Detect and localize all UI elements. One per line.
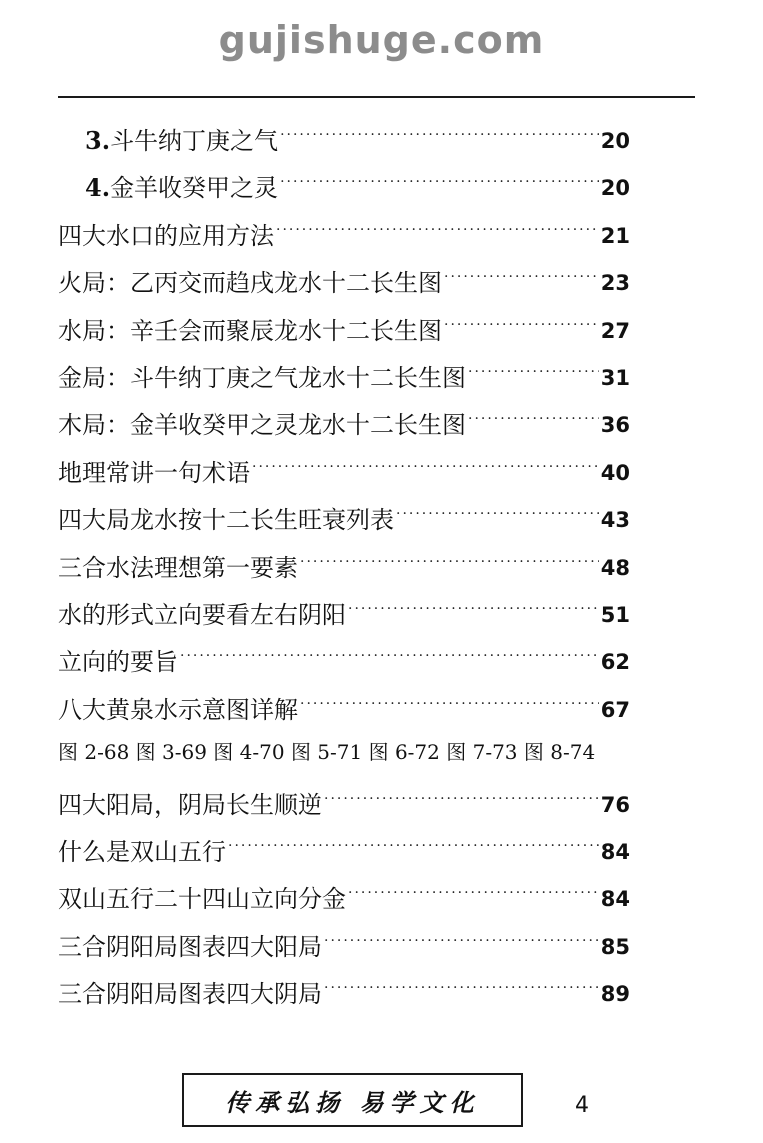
toc-leader-dots — [180, 641, 599, 671]
toc-entry-text: 四大阳局，阴局长生顺逆 — [58, 791, 322, 819]
toc-entry-title — [85, 173, 278, 203]
toc-entry-title — [58, 884, 346, 914]
toc-entry-text: 火局：乙丙交而趋戌龙水十二长生图 — [58, 269, 442, 297]
toc-entry[interactable] — [58, 590, 630, 630]
toc-entry-text: 四大局龙水按十二长生旺衰列表 — [58, 506, 394, 534]
page-number: 4 — [575, 1093, 589, 1118]
toc-entry-page: 85 — [600, 935, 630, 959]
toc-entry-title — [58, 268, 442, 298]
toc-entry-text: 三合水法理想第一要素 — [58, 554, 298, 582]
toc-entry[interactable] — [58, 874, 630, 914]
toc-entry-title — [58, 790, 322, 820]
toc-entry[interactable] — [58, 969, 630, 1009]
toc-entry-text: 八大黄泉水示意图详解 — [58, 696, 298, 724]
toc-entry-text: 木局：金羊收癸甲之灵龙水十二长生图 — [58, 411, 466, 439]
toc-leader-dots — [252, 452, 599, 482]
toc-leader-dots — [228, 831, 599, 861]
toc-entry[interactable] — [58, 211, 630, 251]
toc-leader-dots — [396, 499, 599, 529]
toc-entry[interactable] — [58, 922, 630, 962]
toc-leader-dots — [468, 404, 599, 434]
toc-entry-page: 20 — [600, 129, 630, 153]
toc-entry-title — [58, 932, 322, 962]
toc-entry[interactable] — [58, 495, 630, 535]
toc-entry-text: 水局：辛壬会而聚辰龙水十二长生图 — [58, 317, 442, 345]
toc-entry-title — [58, 553, 298, 583]
toc-leader-dots — [348, 878, 599, 908]
toc-entry-page: 84 — [600, 840, 630, 864]
toc-entry-page: 67 — [600, 698, 630, 722]
toc-entry-text: 什么是双山五行 — [58, 838, 226, 866]
toc-entry-text: 三合阴阳局图表四大阴局 — [58, 980, 322, 1008]
toc-entry[interactable] — [58, 400, 630, 440]
toc-leader-dots — [324, 784, 599, 814]
toc-entry-text: 金羊收癸甲之灵 — [110, 174, 279, 202]
toc-entry-page: 62 — [600, 650, 630, 674]
toc-entry[interactable] — [58, 353, 630, 393]
toc-leader-dots — [324, 973, 599, 1003]
toc-entry[interactable] — [58, 685, 630, 725]
toc-entry-text: 地理常讲一句术语 — [58, 459, 250, 487]
toc-leader-dots — [300, 547, 599, 577]
toc-leader-dots — [300, 689, 599, 719]
toc-entry-number: 4. — [85, 173, 111, 202]
toc-entry[interactable] — [58, 637, 630, 677]
toc-entry-title — [58, 410, 466, 440]
toc-entry-title — [58, 458, 250, 488]
toc-leader-dots — [280, 120, 599, 150]
toc-entry-title — [58, 647, 178, 677]
toc-entry-text: 金局：斗牛纳丁庚之气龙水十二长生图 — [58, 364, 466, 392]
toc-entry-number: 3. — [85, 126, 111, 155]
toc-entry-page: 48 — [600, 556, 630, 580]
toc-entry-title — [58, 979, 322, 1009]
toc-entry[interactable] — [58, 543, 630, 583]
toc-entry-title — [58, 221, 274, 251]
toc-entry-page: 84 — [600, 887, 630, 911]
toc-entry[interactable] — [58, 258, 630, 298]
toc-entry-text: 双山五行二十四山立向分金 — [58, 885, 346, 913]
figure-index-line: 图 2-68 图 3-69 图 4-70 图 5-71 图 6-72 图 7-73 图 8-74 — [58, 740, 596, 764]
toc-entry-page: 23 — [600, 271, 630, 295]
toc-entry[interactable] — [58, 448, 630, 488]
toc-entry[interactable] — [85, 116, 630, 156]
toc-entry-title — [58, 695, 298, 725]
toc-entry-page: 20 — [600, 176, 630, 200]
toc-entry-title — [58, 600, 346, 630]
toc-entry-text: 四大水口的应用方法 — [58, 222, 274, 250]
toc-entry-page: 36 — [600, 413, 630, 437]
toc-entry-title — [58, 363, 466, 393]
toc-leader-dots — [444, 262, 599, 292]
toc-entry[interactable] — [58, 827, 630, 867]
footer-motto-box — [182, 1073, 523, 1127]
toc-entry-text: 斗牛纳丁庚之气 — [110, 127, 279, 155]
toc-leader-dots — [276, 215, 599, 245]
toc-leader-dots — [468, 357, 599, 387]
toc-entry-text: 三合阴阳局图表四大阳局 — [58, 933, 322, 961]
toc-leader-dots — [348, 594, 599, 624]
toc-entry[interactable] — [85, 163, 630, 203]
toc-entry-page: 40 — [600, 461, 630, 485]
toc-entry-page: 21 — [600, 224, 630, 248]
toc-entry-page: 31 — [600, 366, 630, 390]
toc-entry[interactable] — [58, 306, 630, 346]
site-watermark: gujishuge.com — [218, 18, 545, 62]
footer-motto: 传承弘扬 易学文化 — [225, 1087, 480, 1117]
toc-entry-title — [58, 837, 226, 867]
toc-entry-page: 43 — [600, 508, 630, 532]
toc-entry-page: 51 — [600, 603, 630, 627]
toc-entry-text: 水的形式立向要看左右阴阳 — [58, 601, 346, 629]
toc-entry-title — [58, 505, 394, 535]
toc-entry-title — [58, 316, 442, 346]
toc-entry-title — [85, 126, 278, 156]
toc-leader-dots — [444, 310, 599, 340]
toc-entry-text: 立向的要旨 — [58, 648, 178, 676]
toc-entry-page: 27 — [600, 319, 630, 343]
header-rule — [58, 96, 695, 98]
toc-entry[interactable] — [58, 780, 630, 820]
toc-leader-dots — [324, 926, 599, 956]
toc-leader-dots — [280, 167, 599, 197]
toc-entry-page: 76 — [600, 793, 630, 817]
toc-entry-page: 89 — [600, 982, 630, 1006]
